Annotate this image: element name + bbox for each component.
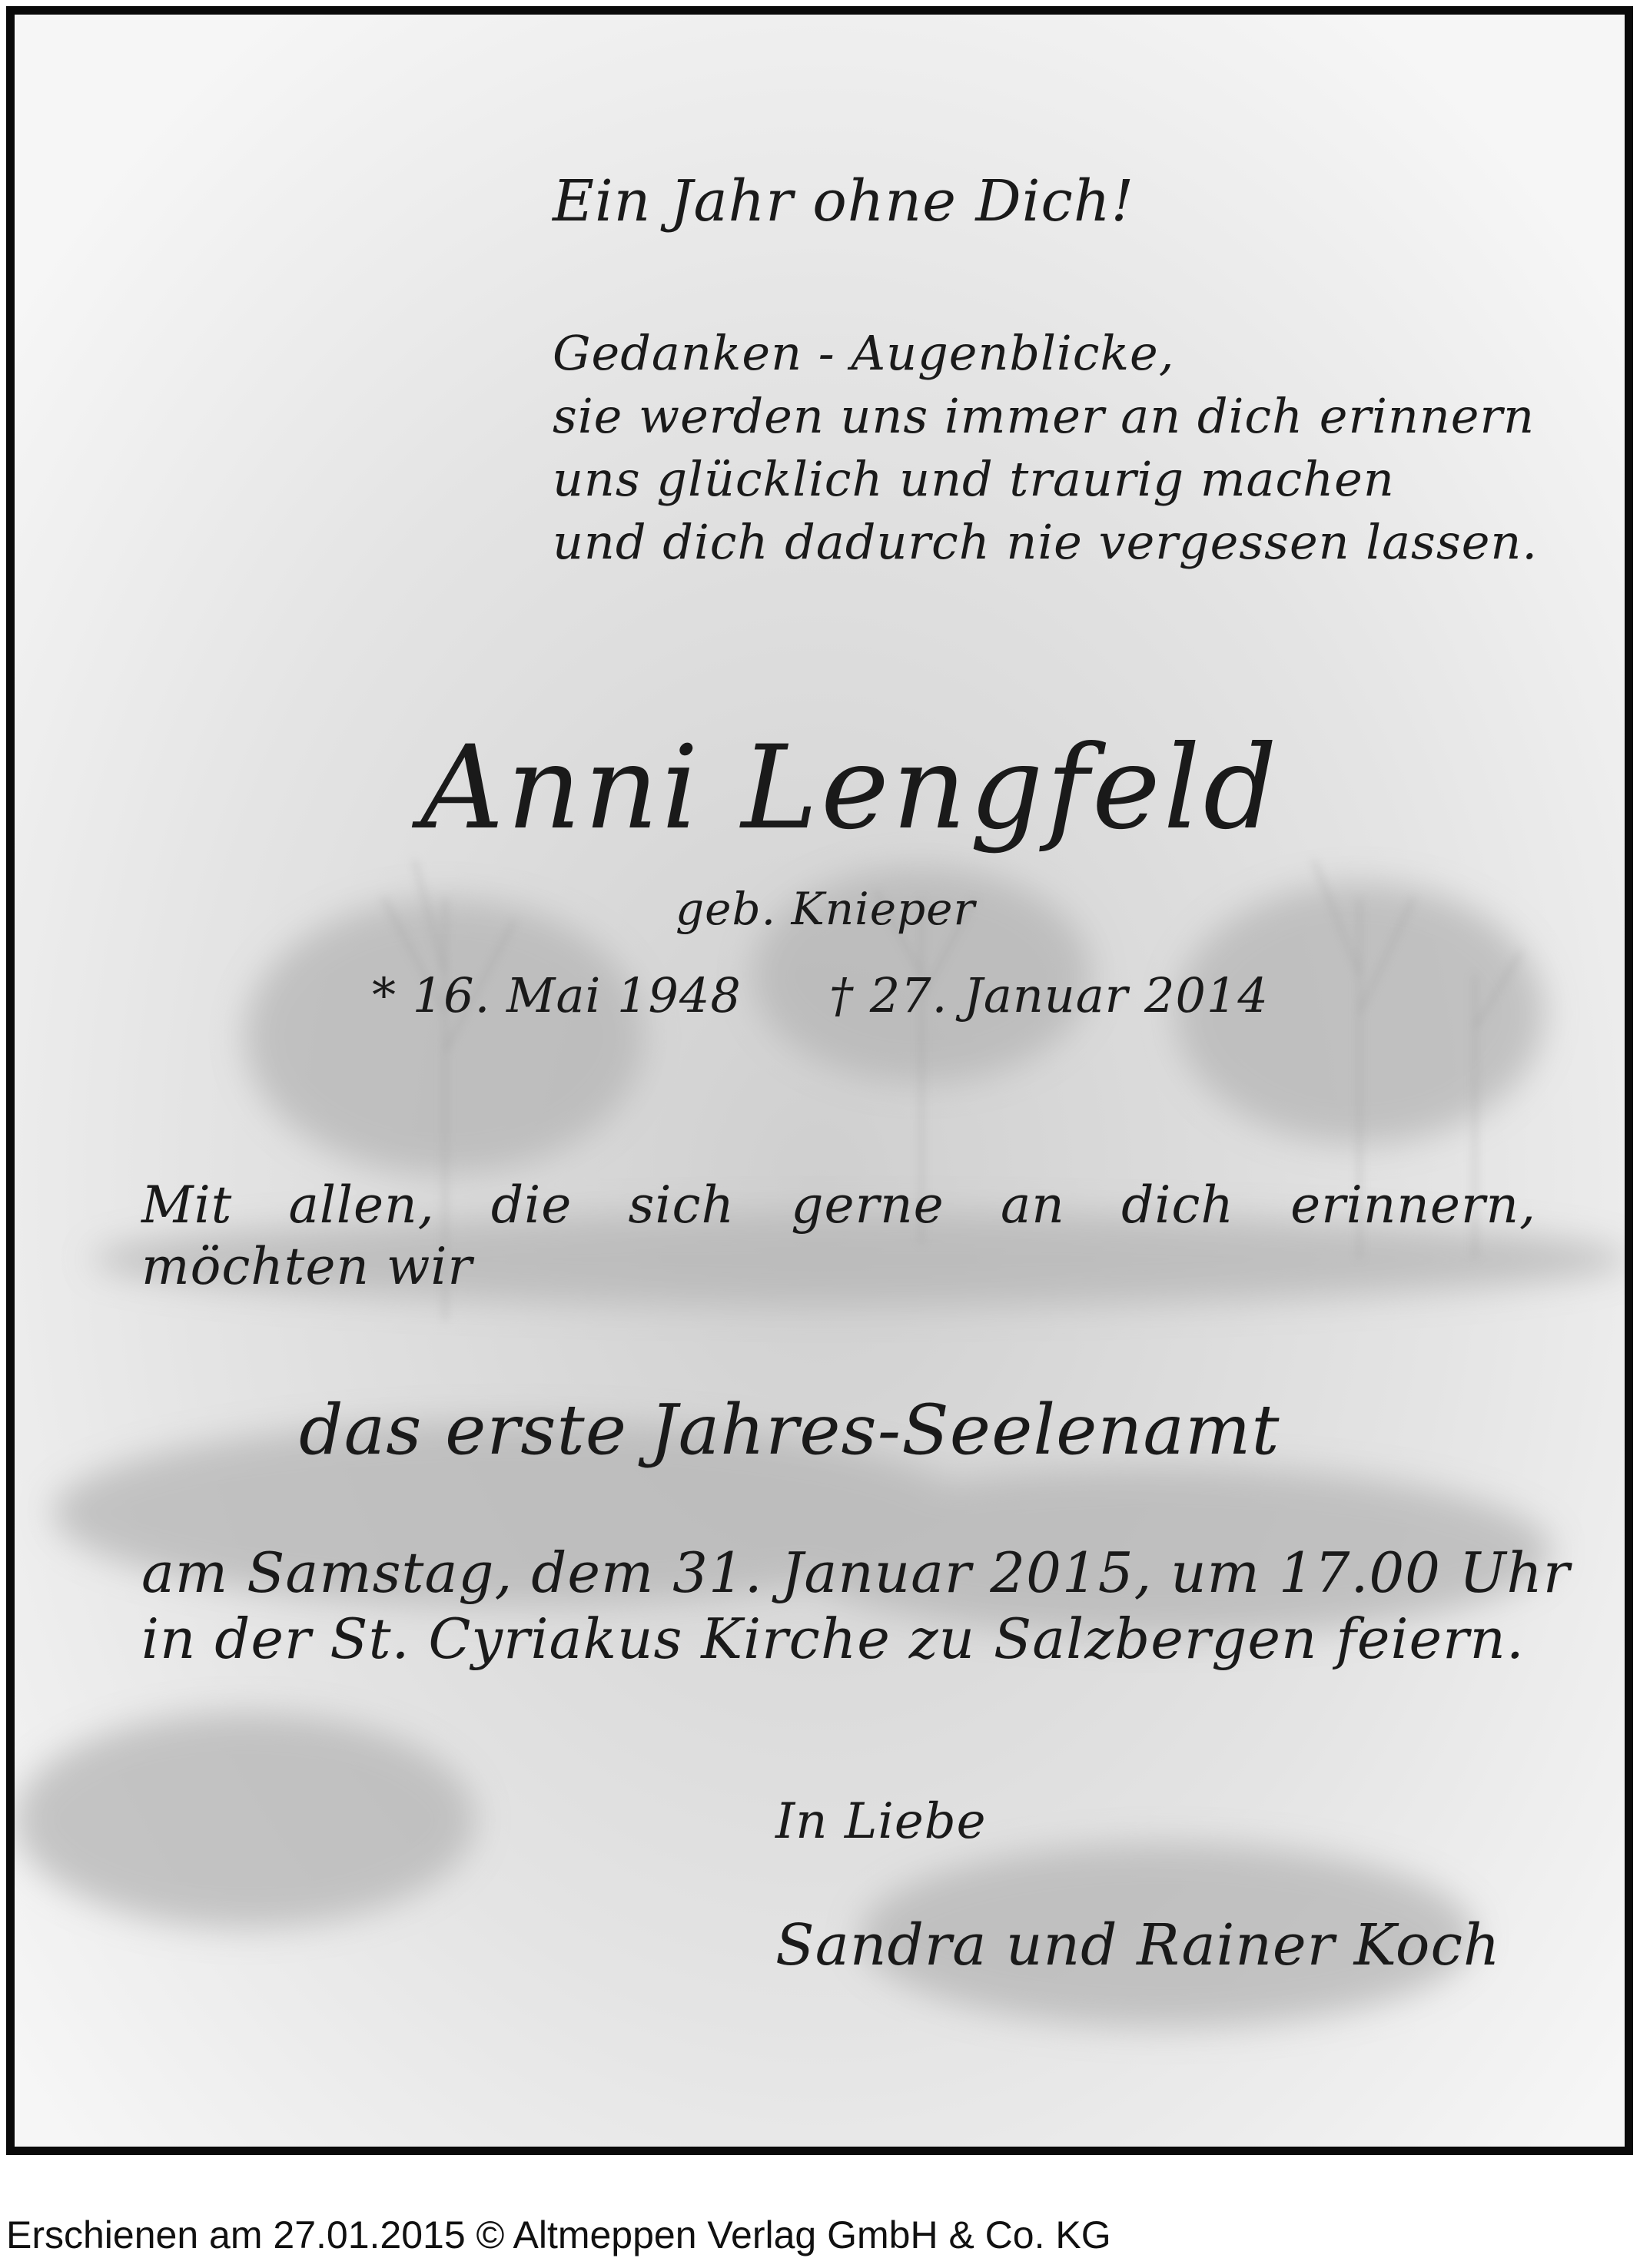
invitation-line: möchten wir [141, 1237, 473, 1296]
poem [553, 322, 1538, 574]
deceased-name: Anni Lengfeld [420, 721, 1280, 855]
invitation-text [141, 1175, 1536, 1298]
closing: In Liebe [775, 1793, 987, 1850]
invitation-line: Mit allen, die sich gerne an dich erinnern, [141, 1175, 1536, 1235]
event-location-line: in der St. Cyriakus Kirche zu Salzbergen feiern. [141, 1606, 1525, 1671]
event-details [141, 1540, 1570, 1672]
poem-line: sie werden uns immer an dich erinnern [553, 388, 1535, 444]
event-title: das erste Jahres-Seelenamt [299, 1390, 1280, 1471]
poem-line: Gedanken - Augenblicke, [553, 325, 1175, 381]
event-date-line: am Samstag, dem 31. Januar 2015, um 17.00 Uhr [141, 1540, 1571, 1605]
poem-line: uns glücklich und traurig machen [553, 451, 1395, 507]
signature: Sandra und Rainer Koch [775, 1912, 1501, 1978]
publication-footer: Erschienen am 27.01.2015 © Altmeppen Verlag GmbH & Co. KG [6, 2213, 1111, 2256]
heading: Ein Jahr ohne Dich! [553, 168, 1135, 234]
poem-line: und dich dadurch nie vergessen lassen. [553, 514, 1539, 570]
maiden-name: geb. Knieper [676, 883, 976, 935]
birth-date: * 16. Mai 1948 [372, 967, 742, 1023]
death-date: † 27. Januar 2014 [829, 967, 1269, 1023]
obituary-notice [6, 6, 1633, 2155]
